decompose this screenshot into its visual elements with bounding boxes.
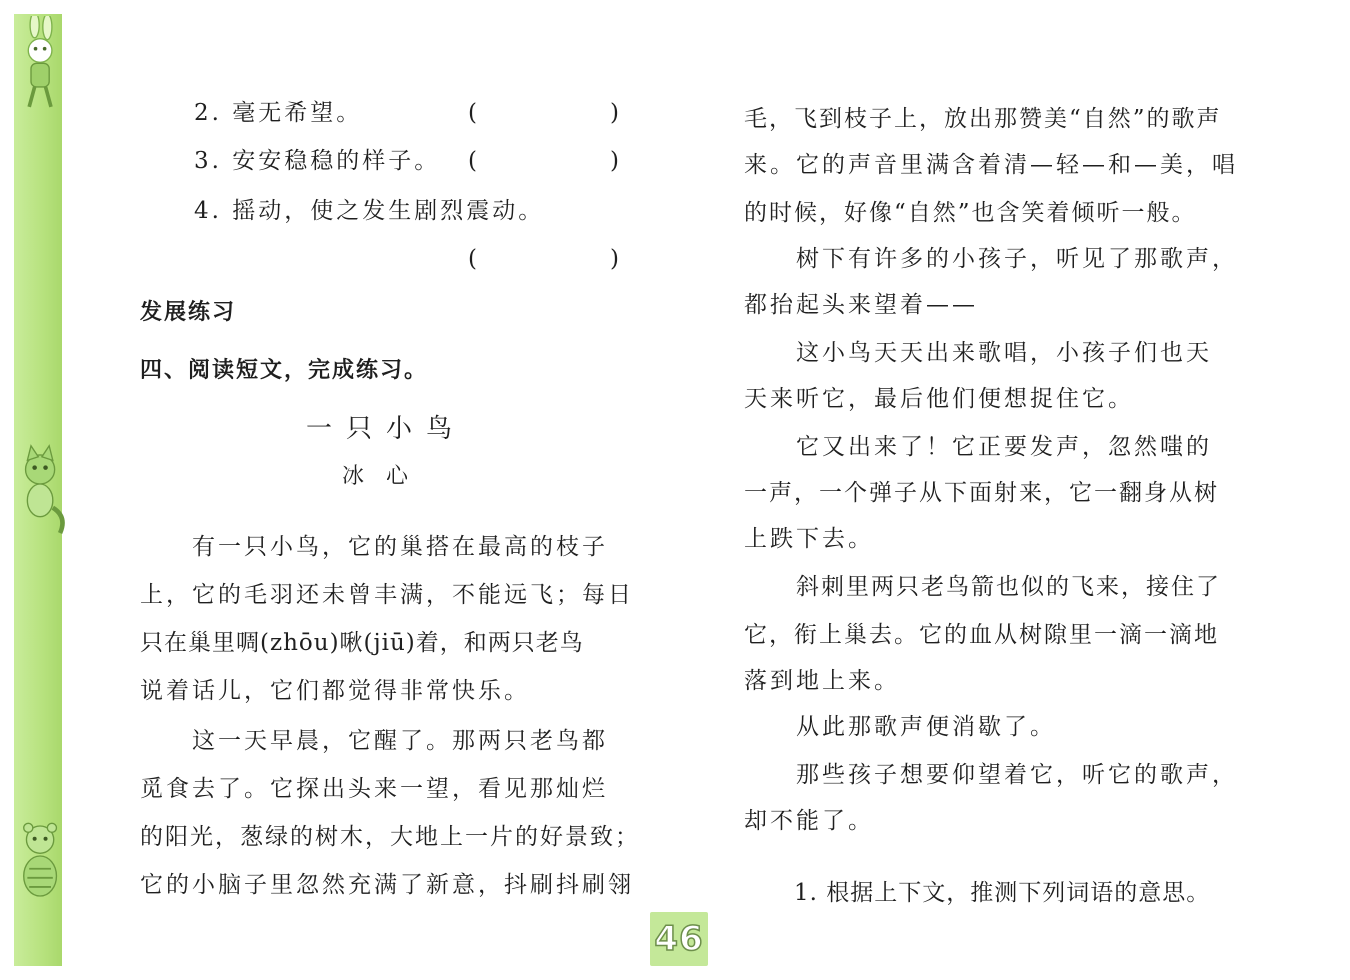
answer-item-2: 2. 毫无希望。 [194,100,363,126]
body-line: 天来听它，最后他们便想捉住它。 [744,386,1134,412]
question-item-1: 1. 根据上下文，推测下列词语的意思。 [794,880,1211,906]
answer-blank-4-open: ( [468,246,477,272]
body-line: 上，它的毛羽还未曾丰满，不能远飞；每日 [140,582,634,608]
answer-blank-4-close: ) [610,246,619,272]
body-line: 它又出来了！它正要发声，忽然嗤的 [796,434,1212,460]
page-number-box [650,912,708,966]
body-line: 从此那歌声便消歇了。 [796,714,1056,740]
body-line: 毛，飞到枝子上，放出那赞美“自然”的歌声 [744,106,1222,132]
rabbit-cartoon-icon [10,16,72,116]
article-title: 一只小鸟 [306,414,467,444]
answer-blank-3-close: ) [610,148,619,174]
answer-blank-2-close: ) [610,100,619,126]
body-line: 的阳光，葱绿的树木，大地上一片的好景致； [140,824,640,850]
fox-cartoon-icon [10,444,72,544]
answer-blank-3-open: ( [468,148,477,174]
body-line: 它的小脑子里忽然充满了新意，抖刷抖刷翎 [140,872,634,898]
answer-item-3: 3. 安安稳稳的样子。 [194,148,441,174]
body-line: 树下有许多的小孩子，听见了那歌声， [796,246,1238,272]
page-number: 46 [654,919,704,959]
body-line: 斜刺里两只老鸟箭也似的飞来，接住了 [796,574,1221,600]
body-line: 那些孩子想要仰望着它，听它的歌声， [796,762,1238,788]
body-line: 这小鸟天天出来歌唱，小孩子们也天 [796,340,1212,366]
body-line: 落到地上来。 [744,668,900,694]
body-line: 上跌下去。 [744,526,874,552]
body-line: 一声，一个弹子从下面射来，它一翻身从树 [744,480,1219,506]
answer-blank-2-open: ( [468,100,477,126]
answer-item-4: 4. 摇动，使之发生剧烈震动。 [194,198,545,224]
body-line: 都抬起头来望着—— [744,292,978,318]
body-line: 有一只小鸟，它的巢搭在最高的枝子 [192,534,608,560]
body-line: 来。它的声音里满含着清—轻—和—美，唱 [744,152,1238,178]
body-line: 觅食去了。它探出头来一望，看见那灿烂 [140,776,608,802]
body-line: 这一天早晨，它醒了。那两只老鸟都 [192,728,608,754]
body-line: 它，衔上巢去。它的血从树隙里一滴一滴地 [744,622,1219,648]
body-line: 只在巢里啁(zhōu)啾(jiū)着，和两只老鸟 [140,630,584,656]
section-heading: 发展练习 [140,300,237,325]
body-line: 却不能了。 [744,808,874,834]
body-line: 说着话儿，它们都觉得非常快乐。 [140,678,530,704]
body-line: 的时候，好像“自然”也含笑着倾听一般。 [744,200,1197,226]
tiger-cartoon-icon [10,816,72,916]
question-heading: 四、阅读短文，完成练习。 [140,358,429,383]
article-author: 冰心 [342,464,431,489]
